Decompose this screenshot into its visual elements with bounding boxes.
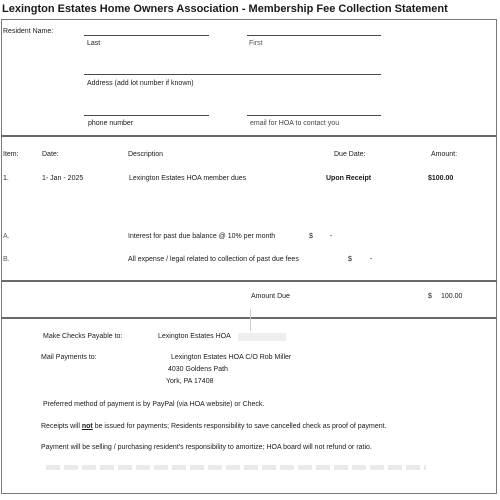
last-name-label: Last [87,40,101,47]
tick-mark [250,309,251,331]
section-divider-1 [1,135,497,137]
email-line [247,115,381,116]
mail-address-line3: York, PA 17408 [166,378,214,385]
row1-due-date: Upon Receipt [326,175,372,182]
preferred-payment-note: Preferred method of payment is by PayPal (via HOA website) or Check. [43,401,265,408]
address-label: Address (add lot number if known) [87,80,194,87]
rowA-item: A. [3,233,10,240]
receipts-not: not [81,423,93,430]
rowB-amount: - [370,256,373,263]
faded-footer-text [46,465,426,470]
last-name-line [84,35,209,36]
phone-line [84,115,209,116]
receipts-post: be issued for payments; Residents responsibility to save cancelled check as proof of payment. [92,423,387,430]
selling-note: Payment will be selling / purchasing resident's responsibility to amortize; HOA board will not refund or ratio. [41,444,372,451]
checks-payable-label: Make Checks Payable to: [43,333,123,340]
mail-address-line2: 4030 Goldens Path [168,366,228,373]
resident-name-label: Resident Name: [3,28,54,35]
amount-due-value: 100.00 [441,293,463,300]
rowB-dollar: $ [348,256,352,263]
rowB-description: All expense / legal related to collection of past due fees [128,256,299,263]
document-title: Lexington Estates Home Owners Association - Membership Fee Collection Statement [2,3,448,15]
col-amount-header: Amount: [431,151,458,158]
rowB-item: B. [3,256,10,263]
email-label: email for HOA to contact you [250,120,340,127]
checks-payable-value: Lexington Estates HOA [158,333,231,340]
rowA-description: Interest for past due balance @ 10% per month [128,233,276,240]
mail-payments-label: Mail Payments to: [41,354,97,361]
row1-date: 1- Jan - 2025 [42,175,84,182]
first-name-line [247,35,381,36]
col-item-header: Item: [3,151,19,158]
phone-label: phone number [88,120,134,127]
receipts-note [41,423,387,430]
mail-address-line1: Lexington Estates HOA C/O Rob Miller [171,354,292,361]
receipts-pre: Receipts will [41,423,82,430]
section-divider-3 [1,317,497,319]
rowA-amount: - [330,233,333,240]
first-name-label: First [249,40,263,47]
row1-amount: $100.00 [428,175,454,182]
amount-due-label: Amount Due [251,293,290,300]
col-due-date-header: Due Date: [334,151,366,158]
section-divider-2 [1,280,497,282]
col-description-header: Description [128,151,164,158]
amount-due-dollar: $ [428,293,432,300]
redacted-smudge [238,333,286,341]
address-line [84,74,381,75]
col-date-header: Date: [42,151,59,158]
row1-description: Lexington Estates HOA member dues [129,175,247,182]
row1-item: 1. [3,175,9,182]
rowA-dollar: $ [309,233,313,240]
